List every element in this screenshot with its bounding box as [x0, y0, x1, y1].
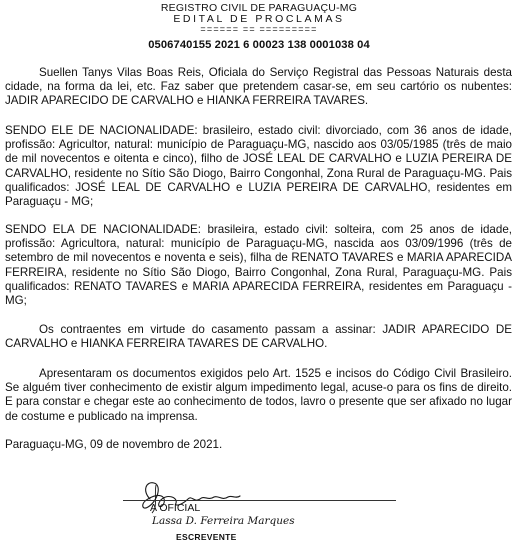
signature-role: A OFICIAL: [150, 502, 201, 514]
bride-paragraph: SENDO ELA DE NACIONALIDADE: brasileira, estado civil: solteira, com 25 anos de idade, profissão: Agricultora, natural: município de Paraguaçu-MG, nascida aos 03/09/1996 (três de setembro de mil novecentos e noventa e seis), filha de RENATO TAVARES e MARIA APARECIDA FERREIRA, residente no Sítio São Diogo, Bairro Congonhal, Zona Rural, Paraguaçu-MG. Pais qualificados: RENATO TAVARES e MARIA APARECIDA FERREIRA, residentes em Paraguaçu - MG;: [5, 223, 512, 308]
edital-title: EDITAL DE PROCLAMAS: [173, 13, 345, 25]
closing-paragraph: Apresentaram os documentos exigidos pelo Art. 1525 e incisos do Código Civil Brasileiro. Se alguém tiver conhecimento de existir algum impedimento legal, acuse-o para os fins de direito. E para constar e chegar este ao conhecimento de todos, lavro o presente que ser afixado no lugar de costume e publicado na imprensa.: [5, 367, 512, 423]
names-after-marriage-paragraph: Os contraentes em virtude do casamento passam a assinar: JADIR APARECIDO DE CARVALHO e HIANKA FERREIRA TAVARES DE CARVALHO.: [5, 323, 512, 351]
signature-stamp-name: Lassa D. Ferreira Marques: [152, 515, 295, 527]
groom-paragraph: SENDO ELE DE NACIONALIDADE: brasileiro, estado civil: divorciado, com 36 anos de idade, profissão: Agricultor, natural: município de Paraguaçu-MG, nascido aos 03/05/1985 (três de maio de mil novecentos e oitenta e cinco), filho de JOSÉ LEAL DE CARVALHO e LUZIA PEREIRA DE CARVALHO, residente no Sítio São Diogo, Bairro Congonhal, Zona Rural de Paraguaçu-MG. Pais qualificados: JOSÉ LEAL DE CARVALHO e LUZIA PEREIRA DE CARVALHO, residentes em Paraguaçu - MG;: [5, 124, 512, 209]
registry-heading: REGISTRO CIVIL DE PARAGUAÇU-MG: [160, 2, 358, 14]
signature-line: [123, 500, 396, 501]
intro-paragraph: Suellen Tanys Vilas Boas Reis, Oficiala do Serviço Registral das Pessoas Naturais desta cidade, na forma da lei, etc. Faz saber que pretendem casar-se, em seu cartório os nubentes: JADIR APARECIDO DE CARVALHO e HIANKA FERREIRA TAVARES.: [5, 66, 512, 108]
signature-title: ESCREVENTE: [176, 532, 237, 542]
registry-code: 0506740155 2021 6 00023 138 0001038 04: [148, 39, 370, 51]
title-underline: ====== == =========: [200, 24, 318, 34]
date-line: Paraguaçu-MG, 09 de novembro de 2021.: [5, 438, 223, 451]
